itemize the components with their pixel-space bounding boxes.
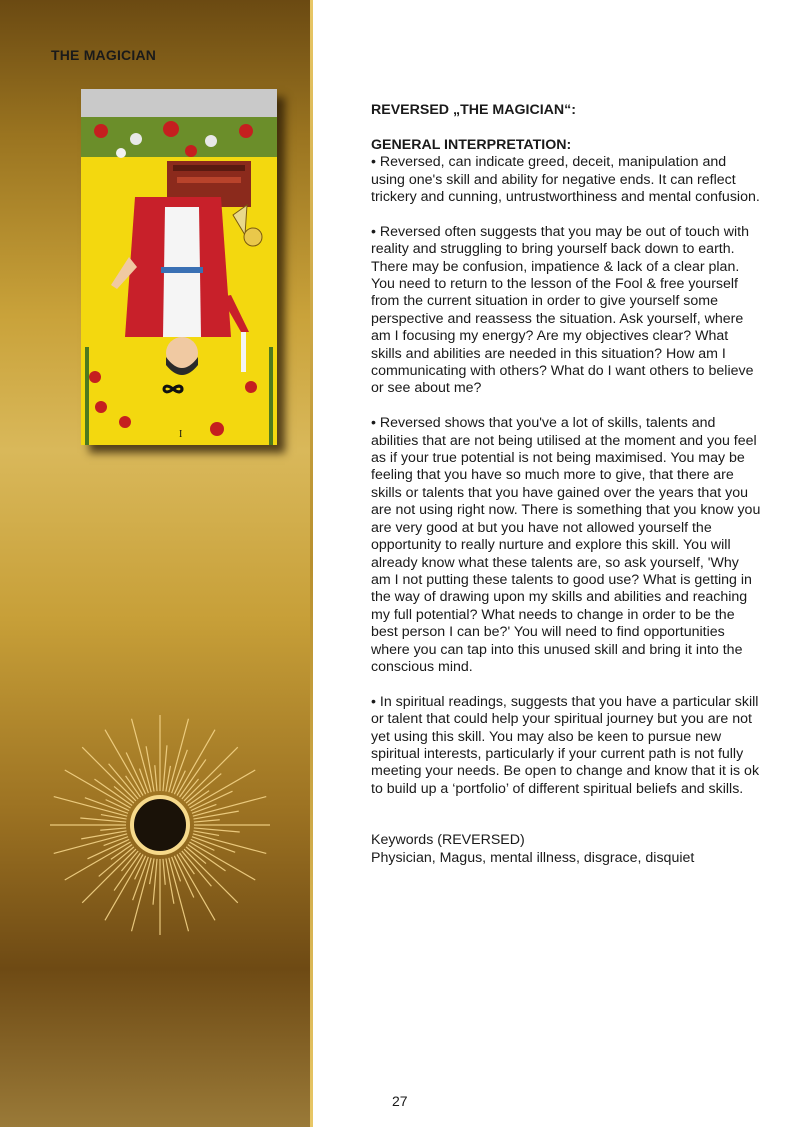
flower-garden-top bbox=[81, 117, 277, 158]
general-interpretation-heading: GENERAL INTERPRETATION: bbox=[371, 136, 572, 153]
card-name-heading: THE MAGICIAN bbox=[51, 47, 157, 63]
keywords-label: Keywords (REVERSED) bbox=[371, 832, 525, 849]
tarot-card-image bbox=[81, 89, 277, 445]
sun-ray bbox=[193, 811, 238, 819]
sun-ray bbox=[155, 765, 157, 791]
sun-ring-icon bbox=[132, 797, 188, 853]
sun-ray bbox=[153, 859, 157, 905]
sun-ray bbox=[194, 828, 240, 832]
sun-ray bbox=[166, 858, 174, 903]
sun-ray bbox=[163, 859, 165, 885]
paragraph: • In spiritual readings, suggests that you have a particular skill or talent that could help your spiritual journey but you are not yet using this skill. You may also be keen to pursue new spiritual interests, particularly if your current path is not fully meeting your needs. Be open to change and know that it is ok to build up a ‘portfolio’ of different spiritual beliefs and skills. bbox=[371, 693, 760, 797]
sun-ray bbox=[81, 831, 126, 839]
paragraph: • Reversed, can indicate greed, deceit, manipulation and using one's skill and ability for negative ends. It can reflect trickery and cunning, untrustworthiness and mental confusion. bbox=[371, 154, 760, 206]
section-title: REVERSED „THE MAGICIAN“: bbox=[371, 102, 576, 118]
interpretation-text bbox=[371, 102, 761, 867]
sunburst-ornament bbox=[50, 705, 270, 945]
sun-ray bbox=[100, 828, 126, 830]
sun-ray bbox=[80, 818, 126, 822]
sun-ray bbox=[194, 820, 220, 822]
sidebar-divider bbox=[310, 0, 313, 1127]
sun-ray bbox=[146, 746, 154, 791]
keywords-list: Physician, Magus, mental illness, disgrace, disquiet bbox=[371, 849, 695, 866]
sun-ray bbox=[163, 745, 167, 791]
card-numeral: I bbox=[179, 429, 183, 440]
paragraph: • Reversed shows that you've a lot of skills, talents and abilities that are not being utilised at the moment and you feel as if your true potential is not being maximised. You may be feeling that you have so much more to give, that there are skills or talents that you have gained over the years that you are not using right now. There is something that you know you are very good at but you have not allowed yourself the opportunity to really nurture and explore this skill. You will already know what these talents are, so ask yourself, 'Why am I not putting these talents to good use? What is getting in the way of drawing upon my skills and abilities and reaching my full potential? What needs to change in order to be the best person I can be?' You will need to find opportunities where you can tap into this unused skill and bring it into the conscious mind. bbox=[371, 415, 761, 675]
card-top-band bbox=[81, 89, 277, 117]
magician-card-art bbox=[81, 117, 277, 445]
page-number: 27 bbox=[392, 1093, 408, 1109]
paragraph: • Reversed often suggests that you may be out of touch with reality and struggling to bring yourself back down to earth. There may be confusion, impatience & lack of a clear plan. You need to return to the lesson of the Fool & free yourself from the current situation in order to give yourself some perspective and reassess the situation. Ask yourself, where am I focusing my energy? Are my objectives clear? What skills and abilities are needed in this situation? How am I communicating with others? What do I want others to believe or see about me? bbox=[371, 223, 754, 397]
